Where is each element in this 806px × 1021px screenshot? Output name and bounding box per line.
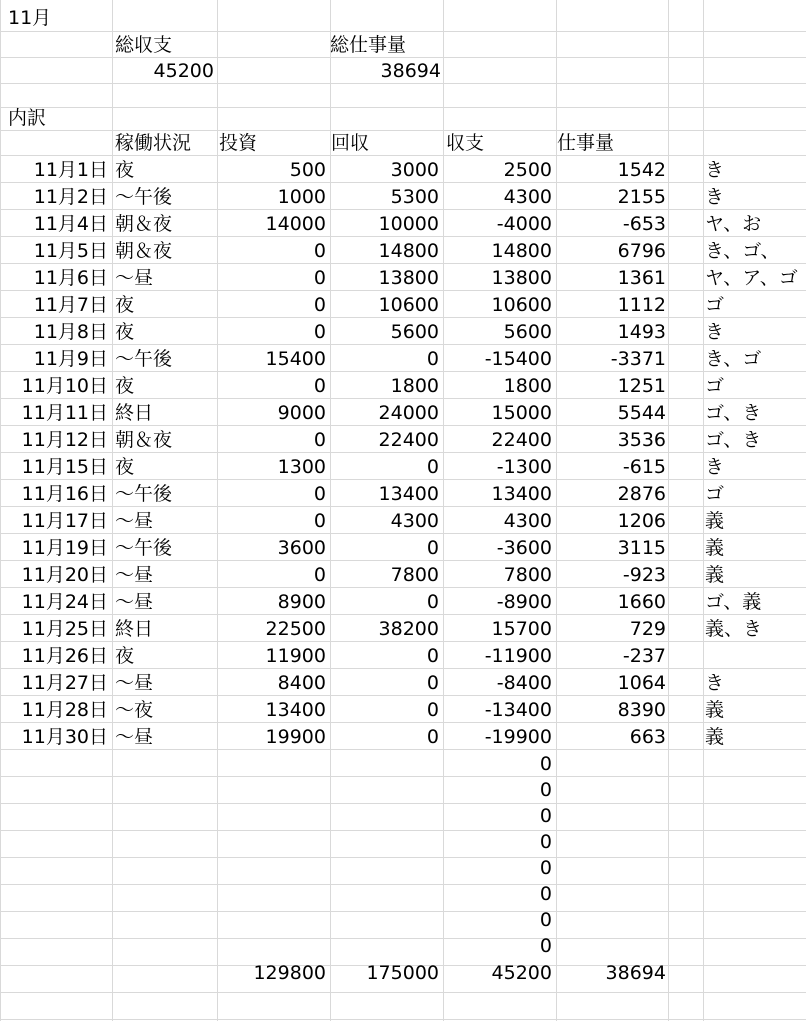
date-cell[interactable]: 11月30日	[21, 726, 108, 748]
investment-cell[interactable]: 1300	[277, 456, 326, 478]
grid-hline	[0, 641, 806, 642]
status-cell[interactable]: 〜午後	[115, 537, 173, 559]
grid-hline	[0, 155, 806, 156]
balance-zero-cell[interactable]: 0	[539, 753, 552, 775]
investment-cell[interactable]: 11900	[265, 645, 326, 667]
header-investment[interactable]: 投資	[219, 132, 258, 154]
grid-hline	[0, 263, 806, 264]
grid-vline	[112, 0, 113, 1021]
note-cell[interactable]: 義	[705, 510, 725, 532]
status-cell[interactable]: 終日	[115, 402, 154, 424]
grid-hline	[0, 587, 806, 588]
investment-cell[interactable]: 8900	[277, 591, 326, 613]
date-cell[interactable]: 11月20日	[21, 564, 108, 586]
status-cell[interactable]: 〜昼	[115, 510, 154, 532]
return-cell[interactable]: 22400	[378, 429, 439, 451]
grid-hline	[0, 749, 806, 750]
work-cell[interactable]: 1064	[617, 672, 666, 694]
status-cell[interactable]: 〜夜	[115, 699, 154, 721]
date-cell[interactable]: 11月17日	[21, 510, 108, 532]
status-cell[interactable]: 朝＆夜	[115, 240, 173, 262]
date-cell[interactable]: 11月11日	[21, 402, 108, 424]
status-cell[interactable]: 〜午後	[115, 483, 173, 505]
return-cell[interactable]: 3000	[390, 159, 439, 181]
investment-cell[interactable]: 22500	[265, 618, 326, 640]
grid-hline	[0, 371, 806, 372]
balance-cell[interactable]: 1800	[503, 375, 552, 397]
header-return[interactable]: 回収	[331, 132, 370, 154]
investment-cell[interactable]: 0	[313, 510, 326, 532]
balance-zero-cell[interactable]: 0	[539, 883, 552, 905]
investment-cell[interactable]: 1000	[277, 186, 326, 208]
work-cell[interactable]: 6796	[617, 240, 666, 262]
return-cell[interactable]: 5300	[390, 186, 439, 208]
grid-hline	[0, 1019, 806, 1020]
date-cell[interactable]: 11月27日	[21, 672, 108, 694]
status-cell[interactable]: 〜午後	[115, 186, 173, 208]
date-cell[interactable]: 11月12日	[21, 429, 108, 451]
grid-hline	[0, 398, 806, 399]
grid-hline	[0, 857, 806, 858]
note-cell[interactable]: ゴ、義	[705, 591, 762, 613]
grid-hline	[0, 533, 806, 534]
grid-hline	[0, 884, 806, 885]
return-cell[interactable]: 5600	[390, 321, 439, 343]
note-cell[interactable]: ヤ、ア、ゴ	[705, 267, 798, 289]
investment-cell[interactable]: 500	[289, 159, 326, 181]
status-cell[interactable]: 夜	[115, 321, 135, 343]
date-cell[interactable]: 11月25日	[21, 618, 108, 640]
note-cell[interactable]: ゴ	[705, 375, 725, 397]
balance-cell[interactable]: -11900	[484, 645, 552, 667]
grid-vline	[668, 0, 669, 1021]
note-cell[interactable]: 義	[705, 699, 725, 721]
work-cell[interactable]: -923	[622, 564, 666, 586]
grid-hline	[0, 776, 806, 777]
grid-hline	[0, 236, 806, 237]
investment-cell[interactable]: 0	[313, 321, 326, 343]
work-cell[interactable]: 5544	[617, 402, 666, 424]
investment-cell[interactable]: 3600	[277, 537, 326, 559]
work-cell[interactable]: 3536	[617, 429, 666, 451]
balance-cell[interactable]: 4300	[503, 510, 552, 532]
grid-vline	[703, 0, 704, 1021]
return-cell[interactable]: 0	[426, 456, 439, 478]
note-cell[interactable]: ゴ、き	[705, 402, 762, 424]
work-cell[interactable]: 1206	[617, 510, 666, 532]
work-cell[interactable]: 1361	[617, 267, 666, 289]
grid-hline	[0, 560, 806, 561]
date-cell[interactable]: 11月8日	[33, 321, 108, 343]
grid-hline	[0, 209, 806, 210]
grid-hline	[0, 83, 806, 84]
grid-hline	[0, 830, 806, 831]
return-cell[interactable]: 4300	[390, 510, 439, 532]
balance-cell[interactable]: 15000	[491, 402, 552, 424]
grid-hline	[0, 31, 806, 32]
date-cell[interactable]: 11月1日	[33, 159, 108, 181]
grid-hline	[0, 479, 806, 480]
balance-cell[interactable]: 2500	[503, 159, 552, 181]
investment-cell[interactable]: 0	[313, 564, 326, 586]
grid-hline	[0, 107, 806, 108]
date-cell[interactable]: 11月28日	[21, 699, 108, 721]
grid-hline	[0, 506, 806, 507]
date-cell[interactable]: 11月10日	[21, 375, 108, 397]
note-cell[interactable]: き	[705, 159, 725, 181]
status-cell[interactable]: 夜	[115, 645, 135, 667]
grid-hline	[0, 695, 806, 696]
work-cell[interactable]: -3371	[610, 348, 666, 370]
date-cell[interactable]: 11月5日	[33, 240, 108, 262]
note-cell[interactable]: ヤ、お	[705, 213, 762, 235]
return-cell[interactable]: 38200	[378, 618, 439, 640]
date-cell[interactable]: 11月6日	[33, 267, 108, 289]
return-cell[interactable]: 1800	[390, 375, 439, 397]
balance-cell[interactable]: -3600	[496, 537, 552, 559]
grid-hline	[0, 938, 806, 939]
return-cell[interactable]: 10600	[378, 294, 439, 316]
month-title[interactable]: 11月	[8, 7, 52, 29]
grid-hline	[0, 182, 806, 183]
balance-cell[interactable]: 5600	[503, 321, 552, 343]
grid-hline	[0, 317, 806, 318]
work-cell[interactable]: 2155	[617, 186, 666, 208]
balance-zero-cell[interactable]: 0	[539, 779, 552, 801]
return-cell[interactable]: 7800	[390, 564, 439, 586]
balance-cell[interactable]: 13800	[491, 267, 552, 289]
status-cell[interactable]: 朝＆夜	[115, 429, 173, 451]
investment-cell[interactable]: 9000	[277, 402, 326, 424]
investment-cell[interactable]: 0	[313, 294, 326, 316]
work-cell[interactable]: -237	[622, 645, 666, 667]
investment-cell[interactable]: 0	[313, 429, 326, 451]
total-work-cell[interactable]: 38694	[605, 962, 666, 984]
grid-hline	[0, 668, 806, 669]
status-cell[interactable]: 〜午後	[115, 348, 173, 370]
note-cell[interactable]: き、ゴ	[705, 348, 762, 370]
header-balance[interactable]: 収支	[446, 132, 485, 154]
breakdown-label[interactable]: 内訳	[8, 107, 47, 129]
investment-cell[interactable]: 19900	[265, 726, 326, 748]
investment-cell[interactable]: 0	[313, 240, 326, 262]
balance-cell[interactable]: 15700	[491, 618, 552, 640]
note-cell[interactable]: 義	[705, 726, 725, 748]
date-cell[interactable]: 11月26日	[21, 645, 108, 667]
work-cell[interactable]: 663	[629, 726, 666, 748]
balance-zero-cell[interactable]: 0	[539, 909, 552, 931]
date-cell[interactable]: 11月16日	[21, 483, 108, 505]
grid-hline	[0, 452, 806, 453]
investment-cell[interactable]: 15400	[265, 348, 326, 370]
note-cell[interactable]: ゴ	[705, 294, 725, 316]
return-cell[interactable]: 0	[426, 537, 439, 559]
balance-cell[interactable]: -4000	[496, 213, 552, 235]
work-cell[interactable]: 1251	[617, 375, 666, 397]
balance-cell[interactable]: 10600	[491, 294, 552, 316]
return-cell[interactable]: 0	[426, 726, 439, 748]
balance-cell[interactable]: -1300	[496, 456, 552, 478]
total-return-cell[interactable]: 175000	[366, 962, 439, 984]
work-cell[interactable]: 1542	[617, 159, 666, 181]
date-cell[interactable]: 11月4日	[33, 213, 108, 235]
note-cell[interactable]: き	[705, 186, 725, 208]
date-cell[interactable]: 11月15日	[21, 456, 108, 478]
investment-cell[interactable]: 0	[313, 375, 326, 397]
status-cell[interactable]: 夜	[115, 375, 135, 397]
work-cell[interactable]: -653	[622, 213, 666, 235]
note-cell[interactable]: き	[705, 321, 725, 343]
note-cell[interactable]: き	[705, 456, 725, 478]
date-cell[interactable]: 11月19日	[21, 537, 108, 559]
status-cell[interactable]: 夜	[115, 456, 135, 478]
total-investment-cell[interactable]: 129800	[253, 962, 326, 984]
date-cell[interactable]: 11月9日	[33, 348, 108, 370]
header-status[interactable]: 稼働状況	[115, 132, 192, 154]
note-cell[interactable]: 義、き	[705, 618, 763, 640]
note-cell[interactable]: ゴ、き	[705, 429, 762, 451]
note-cell[interactable]: 義	[705, 537, 725, 559]
note-cell[interactable]: ゴ	[705, 483, 725, 505]
total-balance-cell[interactable]: 45200	[491, 962, 552, 984]
grid-hline	[0, 803, 806, 804]
date-cell[interactable]: 11月7日	[33, 294, 108, 316]
grid-hline	[0, 992, 806, 993]
note-cell[interactable]: き	[705, 672, 725, 694]
work-cell[interactable]: 2876	[617, 483, 666, 505]
investment-cell[interactable]: 13400	[265, 699, 326, 721]
date-cell[interactable]: 11月24日	[21, 591, 108, 613]
work-cell[interactable]: 729	[629, 618, 666, 640]
status-cell[interactable]: 〜昼	[115, 726, 154, 748]
balance-zero-cell[interactable]: 0	[539, 935, 552, 957]
status-cell[interactable]: 夜	[115, 159, 135, 181]
investment-cell[interactable]: 8400	[277, 672, 326, 694]
total-balance-value[interactable]: 45200	[153, 60, 214, 82]
total-balance-label[interactable]: 総収支	[115, 34, 173, 56]
balance-zero-cell[interactable]: 0	[539, 857, 552, 879]
status-cell[interactable]: 〜昼	[115, 672, 154, 694]
return-cell[interactable]: 0	[426, 672, 439, 694]
return-cell[interactable]: 0	[426, 699, 439, 721]
grid-hline	[0, 344, 806, 345]
balance-cell[interactable]: -19900	[484, 726, 552, 748]
status-cell[interactable]: 〜昼	[115, 564, 154, 586]
total-work-label[interactable]: 総仕事量	[330, 34, 407, 56]
balance-zero-cell[interactable]: 0	[539, 805, 552, 827]
date-cell[interactable]: 11月2日	[33, 186, 108, 208]
note-cell[interactable]: 義	[705, 564, 725, 586]
balance-cell[interactable]: -15400	[484, 348, 552, 370]
work-cell[interactable]: 1493	[617, 321, 666, 343]
grid-hline	[0, 425, 806, 426]
return-cell[interactable]: 0	[426, 591, 439, 613]
header-work[interactable]: 仕事量	[557, 132, 615, 154]
balance-cell[interactable]: 7800	[503, 564, 552, 586]
status-cell[interactable]: 夜	[115, 294, 135, 316]
investment-cell[interactable]: 14000	[265, 213, 326, 235]
status-cell[interactable]: 〜昼	[115, 267, 154, 289]
work-cell[interactable]: 1112	[617, 294, 666, 316]
total-work-value[interactable]: 38694	[380, 60, 441, 82]
status-cell[interactable]: 〜昼	[115, 591, 154, 613]
grid-hline	[0, 614, 806, 615]
work-cell[interactable]: -615	[622, 456, 666, 478]
return-cell[interactable]: 0	[426, 645, 439, 667]
grid-hline	[0, 911, 806, 912]
status-cell[interactable]: 朝＆夜	[115, 213, 173, 235]
balance-cell[interactable]: -8900	[496, 591, 552, 613]
balance-cell[interactable]: -13400	[484, 699, 552, 721]
balance-cell[interactable]: 4300	[503, 186, 552, 208]
investment-cell[interactable]: 0	[313, 483, 326, 505]
return-cell[interactable]: 13800	[378, 267, 439, 289]
return-cell[interactable]: 13400	[378, 483, 439, 505]
work-cell[interactable]: 8390	[617, 699, 666, 721]
balance-cell[interactable]: -8400	[496, 672, 552, 694]
balance-cell[interactable]: 14800	[491, 240, 552, 262]
grid-hline	[0, 57, 806, 58]
status-cell[interactable]: 終日	[115, 618, 154, 640]
grid-hline	[0, 290, 806, 291]
return-cell[interactable]: 14800	[378, 240, 439, 262]
return-cell[interactable]: 0	[426, 348, 439, 370]
work-cell[interactable]: 1660	[617, 591, 666, 613]
balance-cell[interactable]: 13400	[491, 483, 552, 505]
return-cell[interactable]: 24000	[378, 402, 439, 424]
return-cell[interactable]: 10000	[378, 213, 439, 235]
note-cell[interactable]: き、ゴ、	[705, 240, 780, 262]
work-cell[interactable]: 3115	[617, 537, 666, 559]
investment-cell[interactable]: 0	[313, 267, 326, 289]
grid-hline	[0, 722, 806, 723]
balance-zero-cell[interactable]: 0	[539, 831, 552, 853]
balance-cell[interactable]: 22400	[491, 429, 552, 451]
